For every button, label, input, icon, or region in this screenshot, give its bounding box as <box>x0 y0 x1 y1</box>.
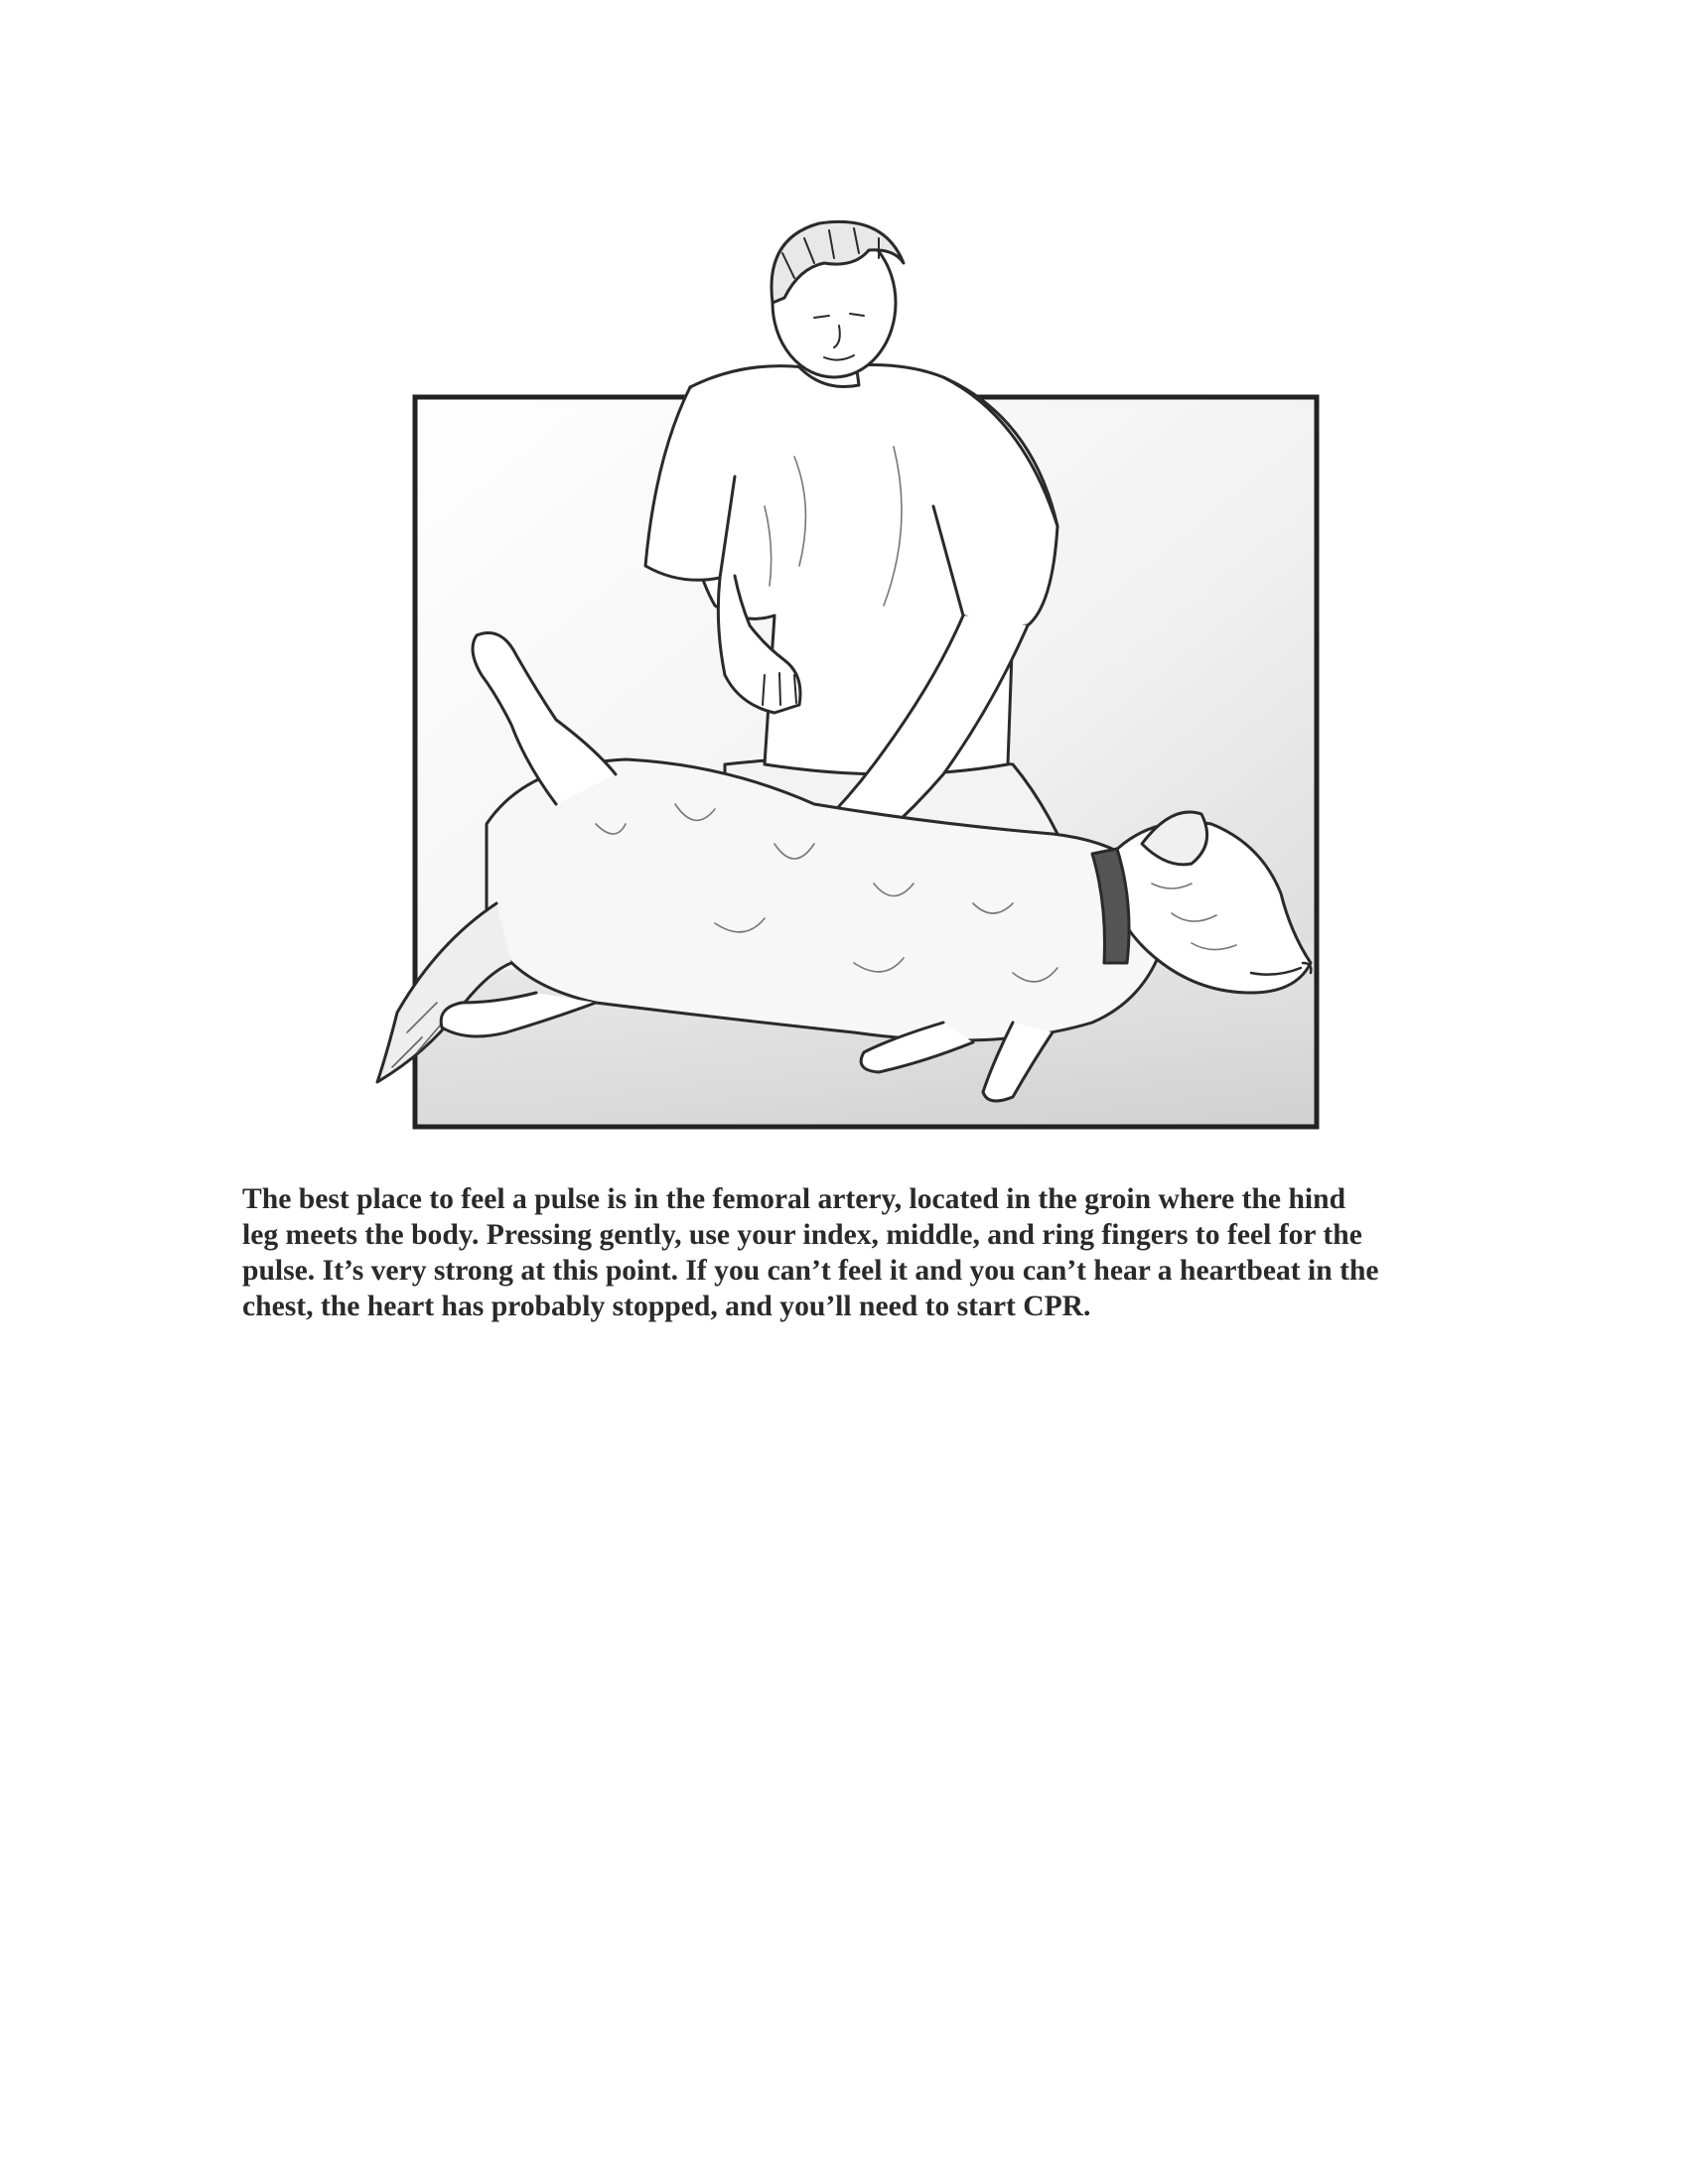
figure-caption <box>242 1181 1464 1324</box>
caption-line: pulse. It’s very strong at this point. If you can’t feel it and you can’t hear a heartbeat in the <box>242 1255 1379 1287</box>
pulse-check-illustration <box>298 208 1390 1161</box>
caption-line: The best place to feel a pulse is in the femoral artery, located in the groin where the hind <box>242 1183 1346 1215</box>
caption-line: leg meets the body. Pressing gently, use your index, middle, and ring fingers to feel for the <box>242 1219 1362 1251</box>
caption-line: chest, the heart has probably stopped, and you’ll need to start CPR. <box>242 1291 1091 1322</box>
